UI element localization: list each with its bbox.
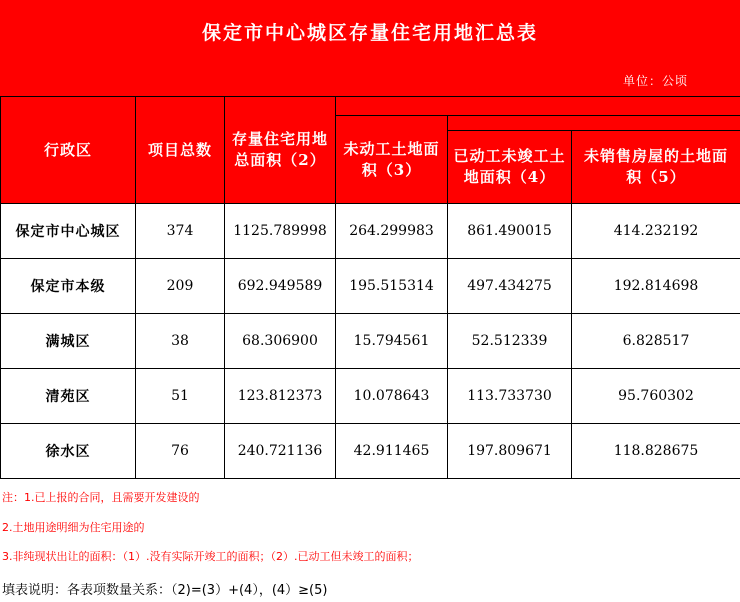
cell-district[interactable]: 保定市中心城区 [1, 204, 136, 259]
cell-stock[interactable]: 240.721136 [225, 424, 336, 479]
header-unstarted-area[interactable] [336, 116, 448, 204]
table-title: 保定市中心城区存量住宅用地汇总表 [201, 22, 538, 44]
cell-unsold[interactable]: 118.828675 [572, 424, 740, 479]
table-row [1, 204, 740, 259]
table-row [1, 424, 740, 479]
cell-district[interactable]: 清苑区 [1, 369, 136, 424]
cell-unsold[interactable]: 414.232192 [572, 204, 740, 259]
cell-count[interactable]: 38 [136, 314, 225, 369]
unit-label: 单位：公顷 [622, 74, 688, 88]
cell-unstarted[interactable]: 10.078643 [336, 369, 448, 424]
header-project-count[interactable]: 项目总数 [136, 97, 225, 204]
cell-unstarted[interactable]: 264.299983 [336, 204, 448, 259]
cell-unsold[interactable]: 192.814698 [572, 259, 740, 314]
header-stock-area[interactable] [225, 97, 336, 204]
cell-started[interactable]: 861.490015 [448, 204, 572, 259]
cell-started[interactable]: 52.512339 [448, 314, 572, 369]
title-band [0, 0, 740, 96]
note-3: 3.非纯现状出让的面积：（1）.没有实际开竣工的面积；（2）.已动工但未竣工的面积； [2, 550, 419, 563]
header-unsold-area-text: 未销售房屋的土地面积（5） [583, 147, 728, 186]
cell-unstarted[interactable]: 195.515314 [336, 259, 448, 314]
header-unsold-area[interactable] [572, 131, 740, 204]
header-started-unfinished-area-text: 已动工未竣工土地面积（4） [453, 147, 566, 186]
cell-unsold[interactable]: 6.828517 [572, 314, 740, 369]
fill-instructions: 填表说明：各表项数量关系：（2)=(3）+(4），(4）≥(5) [2, 583, 328, 598]
table-row [1, 314, 740, 369]
cell-district[interactable]: 满城区 [1, 314, 136, 369]
cell-unstarted[interactable]: 15.794561 [336, 314, 448, 369]
header-spacer-2 [448, 116, 740, 131]
header-district[interactable]: 行政区 [1, 97, 136, 204]
cell-count[interactable]: 374 [136, 204, 225, 259]
note-1: 注：1.已上报的合同，且需要开发建设的 [2, 491, 200, 504]
cell-unstarted[interactable]: 42.911465 [336, 424, 448, 479]
cell-count[interactable]: 76 [136, 424, 225, 479]
table-row [1, 369, 740, 424]
header-unstarted-area-text: 未动工土地面积（3） [343, 139, 440, 179]
cell-started[interactable]: 113.733730 [448, 369, 572, 424]
cell-district[interactable]: 保定市本级 [1, 259, 136, 314]
cell-stock[interactable]: 123.812373 [225, 369, 336, 424]
data-table [0, 96, 740, 479]
header-started-unfinished-area[interactable] [448, 131, 572, 204]
cell-stock[interactable]: 1125.789998 [225, 204, 336, 259]
note-2: 2.土地用途明细为住宅用途的 [2, 521, 145, 534]
header-stock-area-text: 存量住宅用地总面积（2） [231, 130, 328, 169]
cell-stock[interactable]: 692.949589 [225, 259, 336, 314]
table-row [1, 259, 740, 314]
cell-count[interactable]: 209 [136, 259, 225, 314]
cell-district[interactable]: 徐水区 [1, 424, 136, 479]
header-spacer-1 [336, 97, 740, 116]
cell-stock[interactable]: 68.306900 [225, 314, 336, 369]
cell-started[interactable]: 197.809671 [448, 424, 572, 479]
cell-started[interactable]: 497.434275 [448, 259, 572, 314]
cell-unsold[interactable]: 95.760302 [572, 369, 740, 424]
cell-count[interactable]: 51 [136, 369, 225, 424]
